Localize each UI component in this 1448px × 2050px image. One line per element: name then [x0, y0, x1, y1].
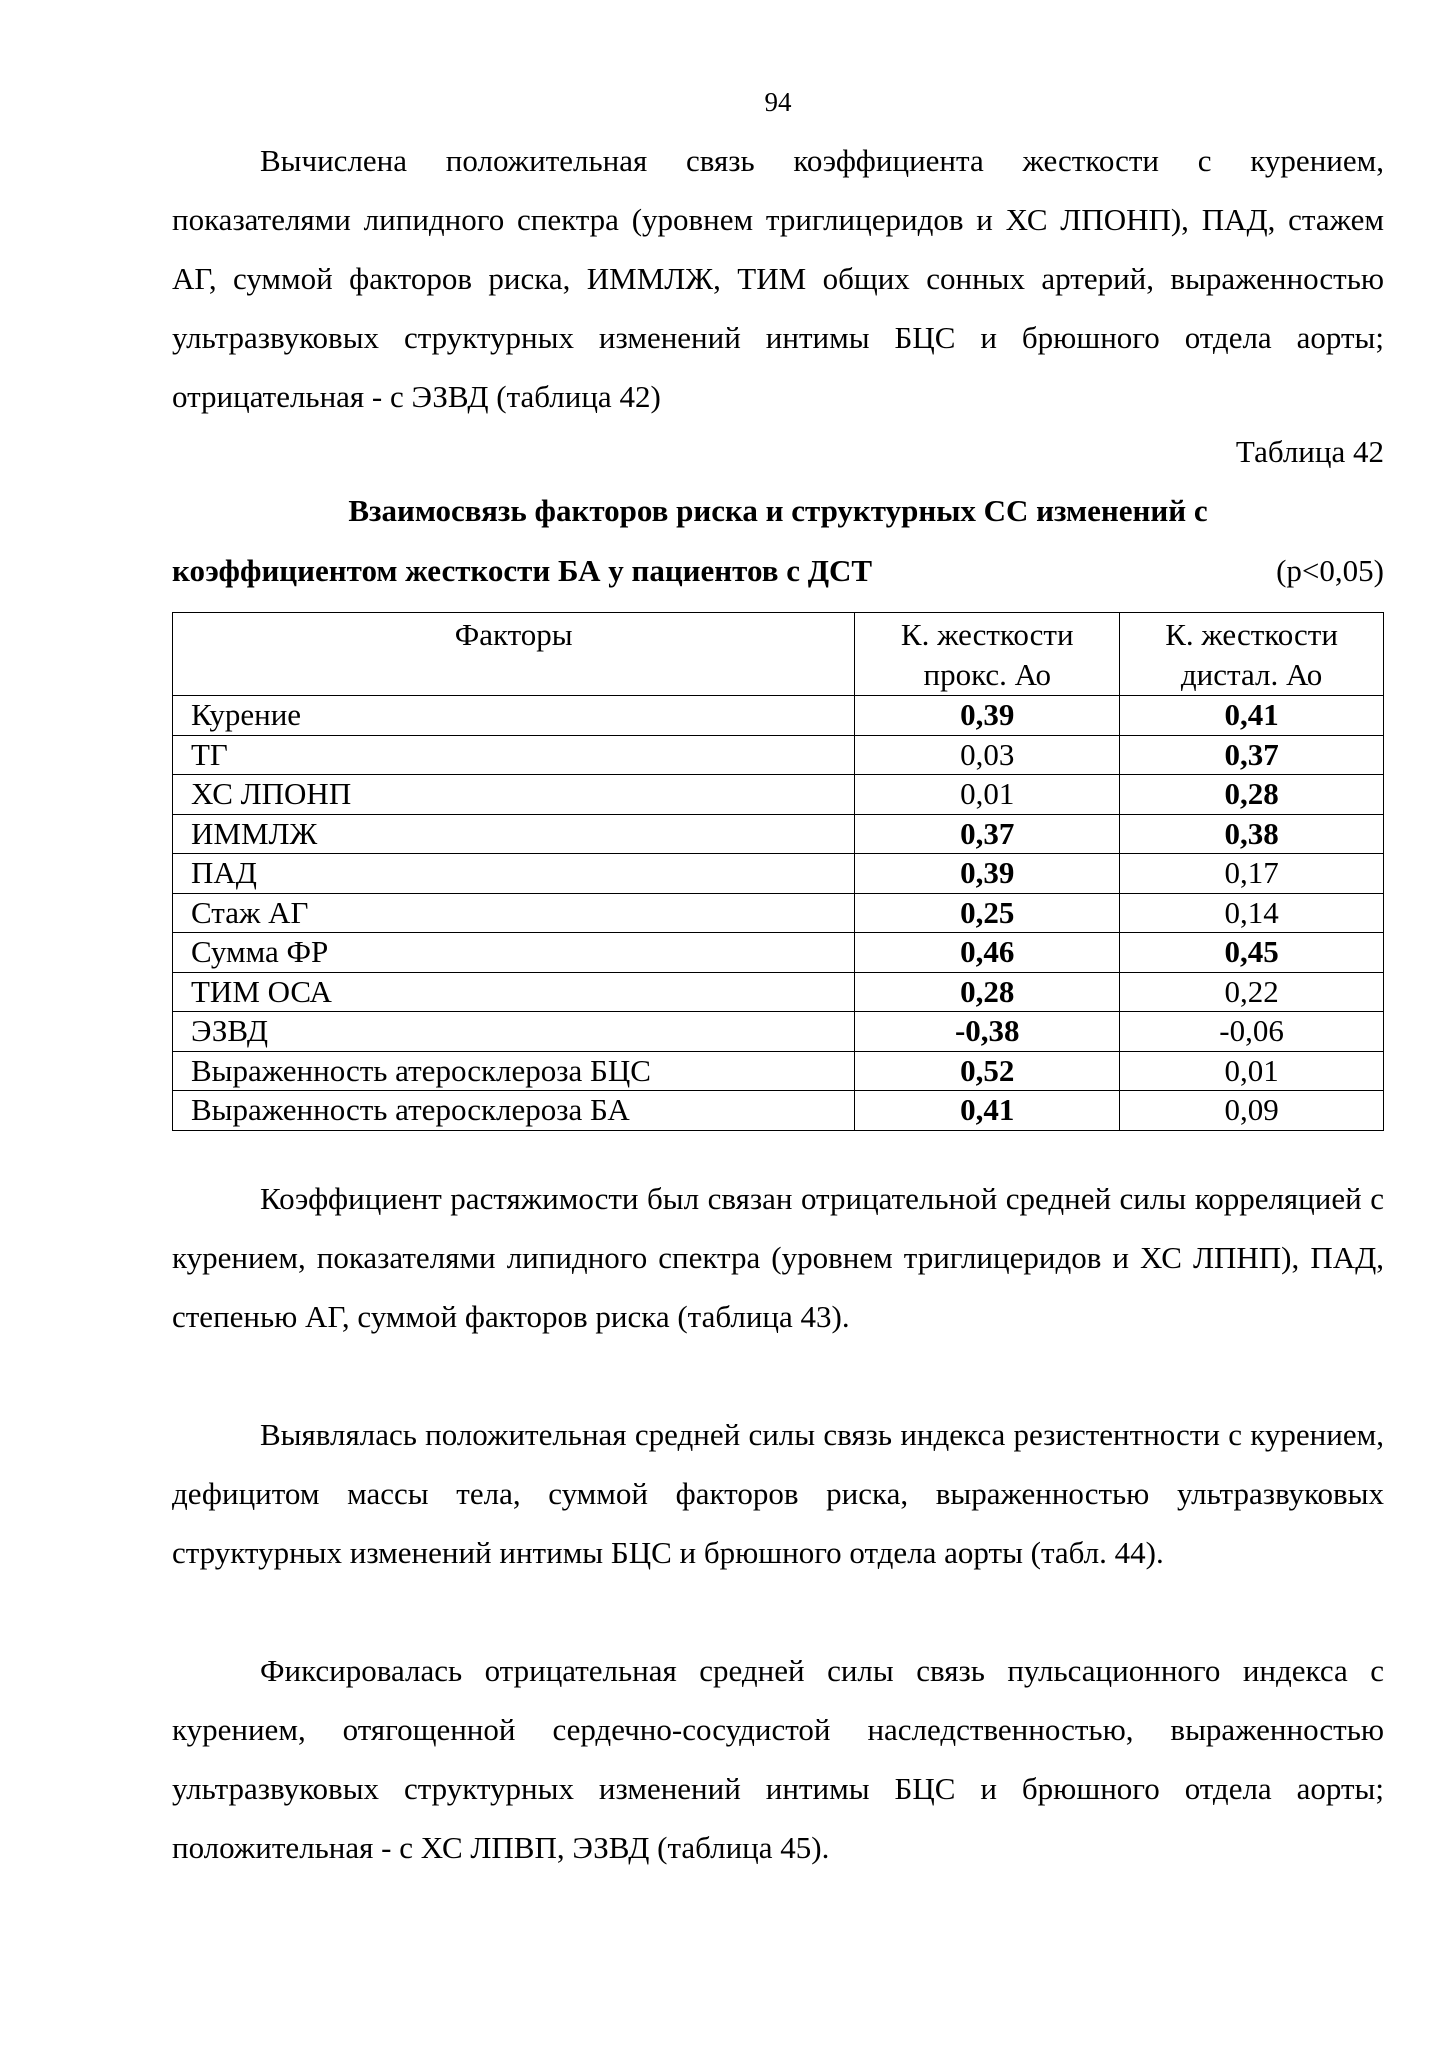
header-dist-stiffness — [1120, 613, 1384, 696]
factor-cell: Курение — [173, 696, 855, 736]
prox-value-cell: 0,39 — [855, 696, 1120, 736]
table-title-line-1: Взаимосвязь факторов риска и структурных СС изменений с — [348, 493, 1208, 528]
prox-value-cell: 0,39 — [855, 854, 1120, 894]
dist-value-cell: 0,09 — [1120, 1091, 1384, 1131]
factor-cell: ТИМ ОСА — [173, 972, 855, 1012]
factor-cell: Стаж АГ — [173, 893, 855, 933]
table-header-row — [173, 613, 1384, 696]
factor-cell: Выраженность атеросклероза БЦС — [173, 1051, 855, 1091]
table-row — [173, 775, 1384, 815]
dist-value-cell: 0,01 — [1120, 1051, 1384, 1091]
header-dist-line2: дистал. Ао — [1180, 657, 1323, 692]
table-row — [173, 854, 1384, 894]
p-value-note: (p<0,05) — [1276, 553, 1384, 588]
prox-value-cell: 0,52 — [855, 1051, 1120, 1091]
dist-value-cell: 0,37 — [1120, 735, 1384, 775]
dist-value-cell: 0,38 — [1120, 814, 1384, 854]
dist-value-cell: 0,45 — [1120, 933, 1384, 973]
factor-cell: ПАД — [173, 854, 855, 894]
prox-value-cell: 0,28 — [855, 972, 1120, 1012]
header-dist-line1: К. жесткости — [1165, 617, 1338, 652]
prox-value-cell: -0,38 — [855, 1012, 1120, 1052]
table-row — [173, 893, 1384, 933]
correlation-table — [172, 612, 1384, 1131]
header-factors: Факторы — [173, 613, 855, 696]
factor-cell: Выраженность атеросклероза БА — [173, 1091, 855, 1131]
table-row — [173, 1012, 1384, 1052]
dist-value-cell: 0,14 — [1120, 893, 1384, 933]
factor-cell: ИММЛЖ — [173, 814, 855, 854]
header-prox-stiffness — [855, 613, 1120, 696]
table-row — [173, 814, 1384, 854]
dist-value-cell: 0,22 — [1120, 972, 1384, 1012]
dist-value-cell: 0,28 — [1120, 775, 1384, 815]
prox-value-cell: 0,03 — [855, 735, 1120, 775]
factor-cell: ХС ЛПОНП — [173, 775, 855, 815]
paragraph-intro: Вычислена положительная связь коэффициента жесткости с курением, показателями липидного спектра (уровнем триглицеридов и ХС ЛПОНП), ПАД, стажем АГ, суммой факторов риска, ИММЛЖ, ТИМ общих сонных артерий, выраженностью ультразвуковых структурных изменений интимы БЦС и брюшного отдела аорты; отрицательная - с ЭЗВД (таблица 42) — [172, 143, 1384, 414]
table-row — [173, 1051, 1384, 1091]
dist-value-cell: -0,06 — [1120, 1012, 1384, 1052]
prox-value-cell: 0,41 — [855, 1091, 1120, 1131]
dist-value-cell: 0,17 — [1120, 854, 1384, 894]
factor-cell: ЭЗВД — [173, 1012, 855, 1052]
prox-value-cell: 0,01 — [855, 775, 1120, 815]
table-title-text: коэффициентом жесткости БА у пациентов с ДСТ — [172, 553, 873, 588]
table-row — [173, 735, 1384, 775]
prox-value-cell: 0,37 — [855, 814, 1120, 854]
factor-cell: Сумма ФР — [173, 933, 855, 973]
table-row — [173, 696, 1384, 736]
table-body — [173, 696, 1384, 1131]
table-row — [173, 1091, 1384, 1131]
table-caption: Таблица 42 — [1235, 434, 1384, 469]
paragraph-pulsatility-index: Фиксировалась отрицательная средней силы связь пульсационного индекса с курением, отягощенной сердечно-сосудистой наследственностью, выраженностью ультразвуковых структурных изменений интимы БЦС и брюшного отдела аорты; положительная - с ХС ЛПВП, ЭЗВД (таблица 45). — [172, 1653, 1384, 1865]
table-row — [173, 972, 1384, 1012]
dist-value-cell: 0,41 — [1120, 696, 1384, 736]
table-title-line-2 — [172, 550, 1384, 592]
paragraph-distensibility: Коэффициент растяжимости был связан отрицательной средней силы корреляцией с курением, показателями липидного спектра (уровнем триглицеридов и ХС ЛПНП), ПАД, степенью АГ, суммой факторов риска (таблица 43). — [172, 1181, 1384, 1334]
paragraph-resistance-index: Выявлялась положительная средней силы связь индекса резистентности с курением, дефицитом массы тела, суммой факторов риска, выраженностью ультразвуковых структурных изменений интимы БЦС и брюшного отдела аорты (табл. 44). — [172, 1417, 1384, 1570]
prox-value-cell: 0,25 — [855, 893, 1120, 933]
page-number: 94 — [764, 87, 792, 117]
table-row — [173, 933, 1384, 973]
prox-value-cell: 0,46 — [855, 933, 1120, 973]
factor-cell: ТГ — [173, 735, 855, 775]
header-prox-line2: прокс. Ао — [923, 657, 1051, 692]
header-prox-line1: К. жесткости — [900, 617, 1074, 652]
